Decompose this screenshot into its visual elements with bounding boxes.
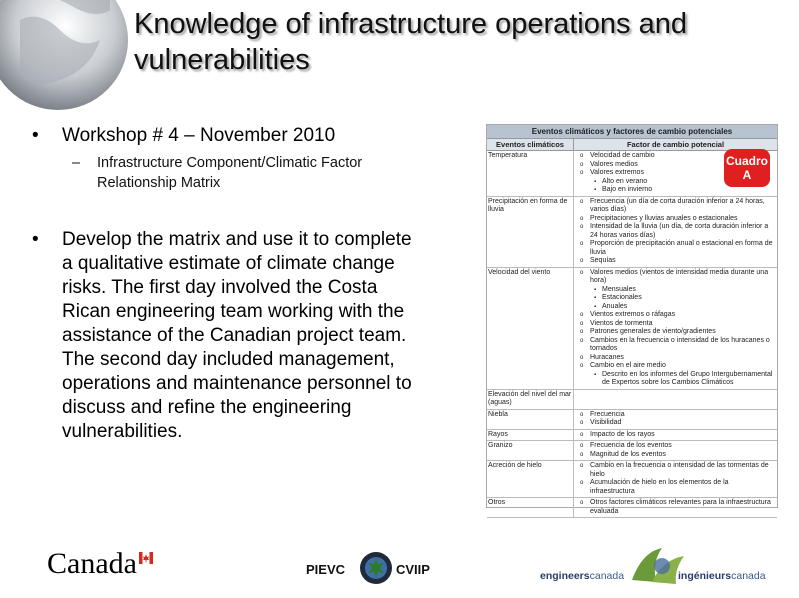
bullet-workshop bbox=[32, 124, 336, 148]
factor-item: o Proporción de precipitación anual o estacional en forma de lluvia bbox=[576, 240, 775, 257]
factor-item: o Visibilidad bbox=[576, 419, 775, 428]
factor-cell bbox=[574, 390, 777, 409]
canada-wordmark: Canada bbox=[47, 547, 137, 580]
event-cell: Granizo bbox=[487, 441, 574, 460]
event-cell: Rayos bbox=[487, 430, 574, 441]
table-row bbox=[487, 441, 777, 461]
table-row bbox=[487, 390, 777, 410]
factor-cell bbox=[574, 410, 777, 429]
sub-bullet-dash: – bbox=[72, 155, 81, 171]
table-row bbox=[487, 430, 777, 442]
factor-cell bbox=[574, 268, 777, 389]
bullet-text: Develop the matrix and use it to complete a qualitative estimate of climate change risks. The first day involved the Costa Rican engineering team working with the assistance of the Canadian project team. The second day included management, operations and maintenance personnel to discuss and refine the engineering vulnerabilities. bbox=[62, 229, 412, 442]
factor-cell bbox=[574, 498, 777, 517]
badge-line1: Cuadro bbox=[726, 154, 768, 168]
factor-subitem: ▪ Mensuales bbox=[576, 286, 775, 295]
factor-item: o Valores medios bbox=[576, 161, 775, 170]
column-header-factors: Factor de cambio potencial bbox=[626, 140, 725, 149]
table-row bbox=[487, 268, 777, 390]
event-cell: Niebla bbox=[487, 410, 574, 429]
factor-item: o Velocidad de cambio bbox=[576, 152, 775, 161]
factor-item: o Impacto de los rayos bbox=[576, 431, 775, 440]
factor-item: o Vientos extremos o ráfagas bbox=[576, 311, 775, 320]
bullet-develop-matrix bbox=[32, 228, 422, 444]
cuadro-a-badge bbox=[724, 149, 770, 187]
ingenieurs-canada-text: canada bbox=[731, 570, 766, 582]
engineers-canada-logo bbox=[540, 570, 624, 582]
factor-item: o Frecuencia bbox=[576, 411, 775, 420]
factor-item: o Cambio en el aire medio bbox=[576, 362, 775, 371]
factor-cell bbox=[574, 197, 777, 267]
globe-decoration bbox=[0, 0, 120, 120]
event-cell: Temperatura bbox=[487, 151, 574, 196]
table-title: Eventos climáticos y factores de cambio potenciales bbox=[487, 125, 777, 139]
factor-item: o Acumulación de hielo en los elementos de la infraestructura bbox=[576, 479, 775, 496]
factor-item: o Cambio en la frecuencia o intensidad de las tormentas de hielo bbox=[576, 462, 775, 479]
slide-title: Knowledge of infrastructure operations and vulnerabilities bbox=[134, 8, 687, 76]
ingenieurs-text: ingénieurs bbox=[678, 570, 732, 582]
pievc-emblem-icon bbox=[358, 550, 394, 586]
factor-item: o Frecuencia de los eventos bbox=[576, 442, 775, 451]
table-row bbox=[487, 461, 777, 498]
factor-item: o Huracanes bbox=[576, 354, 775, 363]
event-cell: Elevación del nivel del mar (aguas) bbox=[487, 390, 574, 409]
factor-subitem: ▪ Alto en verano bbox=[576, 178, 775, 187]
factor-subitem: ▪ Bajo en invierno bbox=[576, 186, 775, 195]
sub-bullet-matrix bbox=[72, 153, 427, 193]
factor-cell bbox=[574, 430, 777, 441]
factor-item: o Magnitud de los eventos bbox=[576, 451, 775, 460]
sub-bullet-text: Infrastructure Component/Climatic Factor Relationship Matrix bbox=[97, 155, 363, 191]
factor-cell bbox=[574, 461, 777, 497]
pievc-logo-text: PIEVC bbox=[306, 562, 346, 577]
factor-item: o Frecuencia (un día de corta duración inferior a 24 horas, varios días) bbox=[576, 198, 775, 215]
ingenieurs-canada-logo bbox=[678, 570, 766, 582]
event-cell: Acreción de hielo bbox=[487, 461, 574, 497]
event-cell: Velocidad del viento bbox=[487, 268, 574, 389]
factor-item: o Vientos de tormenta bbox=[576, 320, 775, 329]
factor-item: o Patrones generales de viento/gradientes bbox=[576, 328, 775, 337]
factor-item: o Sequías bbox=[576, 257, 775, 266]
canada-flag-icon bbox=[139, 552, 153, 564]
factor-subitem: ▪ Descrito en los informes del Grupo Intergubernamental de Expertos sobre los Cambios Climáticos bbox=[576, 371, 775, 388]
engineers-text: engineers bbox=[540, 570, 590, 582]
table-body bbox=[487, 151, 777, 518]
factor-item: o Otros factores climáticos relevantes para la infraestructura evaluada bbox=[576, 499, 775, 516]
bullet-dot: • bbox=[32, 125, 39, 146]
factor-subitem: ▪ Estacionales bbox=[576, 294, 775, 303]
column-header-events: Eventos climáticos bbox=[487, 139, 574, 150]
table-row bbox=[487, 498, 777, 518]
factor-item: o Valores extremos bbox=[576, 169, 775, 178]
bullet-text: Workshop # 4 – November 2010 bbox=[62, 125, 336, 146]
factor-cell bbox=[574, 441, 777, 460]
cviip-logo-text: CVIIP bbox=[396, 562, 430, 577]
badge-line2: A bbox=[742, 168, 752, 182]
factor-item: o Valores medios (vientos de intensidad media durante una hora) bbox=[576, 269, 775, 286]
table-row bbox=[487, 197, 777, 268]
table-row bbox=[487, 410, 777, 430]
factor-subitem: ▪ Anuales bbox=[576, 303, 775, 312]
event-cell: Precipitación en forma de lluvia bbox=[487, 197, 574, 267]
factor-item: o Cambios en la frecuencia o intensidad de los huracanes o tornados bbox=[576, 337, 775, 354]
event-cell: Otros bbox=[487, 498, 574, 517]
factor-item: o Intensidad de la lluvia (un día, de corta duración inferior a 24 horas varios días) bbox=[576, 223, 775, 240]
factor-item: o Precipitaciones y lluvias anuales o estacionales bbox=[576, 215, 775, 224]
bullet-dot: • bbox=[32, 229, 39, 250]
engineers-canada-text: canada bbox=[589, 570, 625, 582]
